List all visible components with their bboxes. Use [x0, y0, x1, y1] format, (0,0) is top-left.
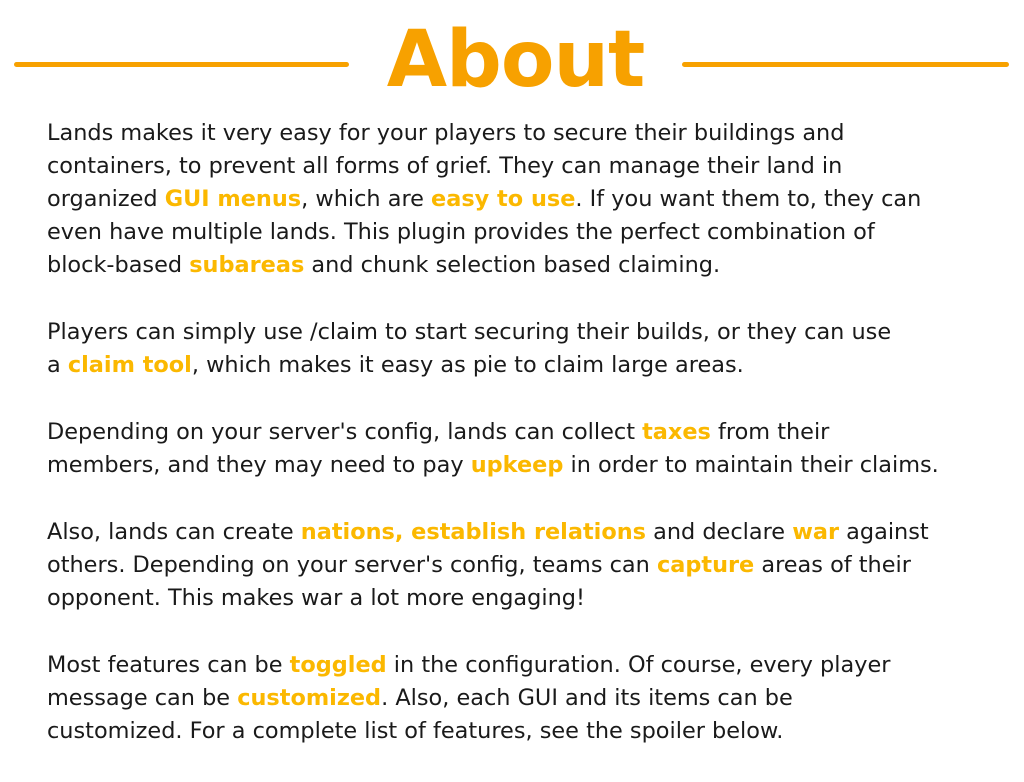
- text-segment: in order to maintain their claims.: [563, 452, 939, 478]
- highlight-term: GUI menus: [164, 186, 302, 212]
- text-segment: , which are: [301, 186, 432, 212]
- highlight-term: capture: [656, 552, 755, 578]
- text-line: [47, 316, 1022, 349]
- text-segment: from their: [710, 419, 830, 445]
- text-line: [47, 449, 1022, 482]
- text-segment: Players can simply use /claim to start securing their builds, or they can use: [47, 319, 892, 345]
- highlight-term: easy to use: [431, 186, 576, 212]
- text-line: [47, 715, 1022, 748]
- highlight-term: subareas: [189, 252, 305, 278]
- text-line: [47, 582, 1022, 615]
- text-segment: Depending on your server's config, lands can collect: [47, 419, 643, 445]
- text-line: [47, 416, 1022, 449]
- text-segment: members, and they may need to pay: [47, 452, 471, 478]
- paragraph: [47, 316, 1022, 382]
- text-segment: containers, to prevent all forms of grief. They can manage their land in: [47, 153, 843, 179]
- text-line: [47, 183, 1022, 216]
- text-segment: and chunk selection based claiming.: [304, 252, 721, 278]
- text-line: [47, 216, 1022, 249]
- text-segment: even have multiple lands. This plugin provides the perfect combination of: [47, 219, 875, 245]
- text-line: [47, 349, 1022, 382]
- text-segment: against: [839, 519, 929, 545]
- paragraph: [47, 516, 1022, 615]
- page-title: About: [386, 15, 645, 105]
- highlight-term: taxes: [642, 419, 711, 445]
- paragraph: [47, 649, 1022, 748]
- text-segment: . Also, each GUI and its items can be: [381, 685, 793, 711]
- text-line: [47, 549, 1022, 582]
- text-segment: areas of their: [754, 552, 911, 578]
- text-line: [47, 150, 1022, 183]
- text-line: [47, 649, 1022, 682]
- paragraph: [47, 416, 1022, 482]
- text-segment: , which makes it easy as pie to claim large areas.: [191, 352, 744, 378]
- text-segment: a: [47, 352, 68, 378]
- right-divider-line: [682, 62, 1009, 67]
- highlight-term: toggled: [289, 652, 387, 678]
- text-segment: message can be: [47, 685, 238, 711]
- header: [0, 0, 1024, 120]
- text-segment: Lands makes it very easy for your players to secure their buildings and: [47, 120, 845, 146]
- paragraph: [47, 117, 1022, 282]
- text-line: [47, 117, 1022, 150]
- highlight-term: customized: [237, 685, 382, 711]
- left-divider-line: [14, 62, 349, 67]
- text-line: [47, 249, 1022, 282]
- text-segment: block-based: [47, 252, 190, 278]
- about-body: [47, 117, 1022, 782]
- highlight-term: nations, establish relations: [300, 519, 646, 545]
- text-line: [47, 516, 1022, 549]
- highlight-term: war: [792, 519, 840, 545]
- text-segment: Also, lands can create: [47, 519, 301, 545]
- text-segment: in the configuration. Of course, every player: [386, 652, 891, 678]
- text-segment: and declare: [645, 519, 793, 545]
- text-segment: customized. For a complete list of features, see the spoiler below.: [47, 718, 784, 744]
- text-segment: others. Depending on your server's config, teams can: [47, 552, 657, 578]
- highlight-term: upkeep: [470, 452, 564, 478]
- text-segment: opponent. This makes war a lot more engaging!: [47, 585, 585, 611]
- highlight-term: claim tool: [67, 352, 192, 378]
- text-line: [47, 682, 1022, 715]
- text-segment: . If you want them to, they can: [575, 186, 922, 212]
- text-segment: Most features can be: [47, 652, 290, 678]
- text-segment: organized: [47, 186, 165, 212]
